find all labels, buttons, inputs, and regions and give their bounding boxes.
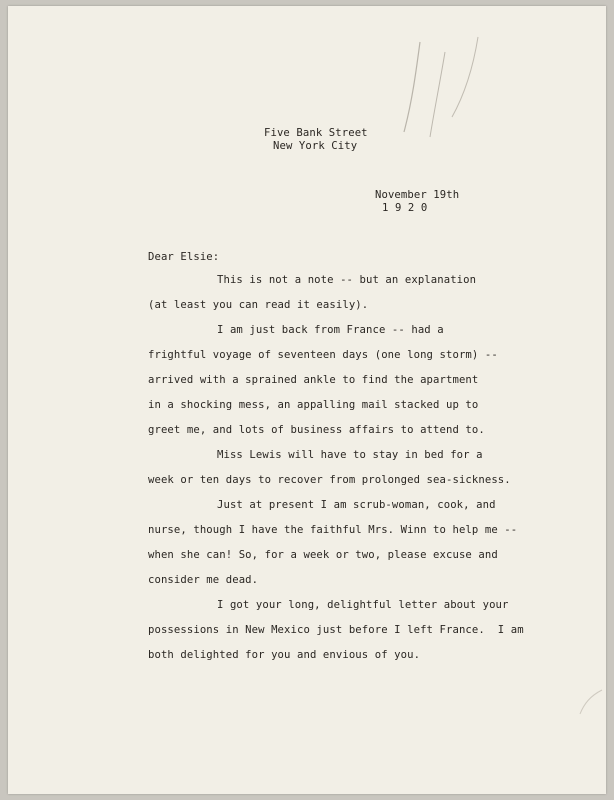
body-line: consider me dead. bbox=[148, 574, 259, 586]
pencil-marks bbox=[390, 32, 490, 142]
body-line: possessions in New Mexico just before I left France. I am bbox=[148, 624, 524, 636]
body-line: (at least you can read it easily). bbox=[148, 299, 369, 311]
body-line: greet me, and lots of business affairs to attend to. bbox=[148, 424, 485, 436]
date-line-2: 1 9 2 0 bbox=[382, 202, 428, 214]
body-line: nurse, though I have the faithful Mrs. Winn to help me -- bbox=[148, 524, 518, 536]
body-line: week or ten days to recover from prolonged sea-sickness. bbox=[148, 474, 511, 486]
body-line: in a shocking mess, an appalling mail stacked up to bbox=[148, 399, 479, 411]
body-line: when she can! So, for a week or two, please excuse and bbox=[148, 549, 498, 561]
address-line-2: New York City bbox=[273, 140, 358, 152]
paper-crease bbox=[574, 686, 604, 716]
salutation: Dear Elsie: bbox=[148, 251, 220, 263]
body-line: Miss Lewis will have to stay in bed for a bbox=[217, 449, 483, 461]
body-line: This is not a note -- but an explanation bbox=[217, 274, 477, 286]
body-line: I got your long, delightful letter about your bbox=[217, 599, 509, 611]
address-line-1: Five Bank Street bbox=[264, 127, 368, 139]
body-line: arrived with a sprained ankle to find the apartment bbox=[148, 374, 479, 386]
body-line: frightful voyage of seventeen days (one long storm) -- bbox=[148, 349, 498, 361]
body-line: both delighted for you and envious of you. bbox=[148, 649, 421, 661]
body-line: Just at present I am scrub-woman, cook, and bbox=[217, 499, 496, 511]
body-line: I am just back from France -- had a bbox=[217, 324, 444, 336]
date-line-1: November 19th bbox=[375, 189, 460, 201]
